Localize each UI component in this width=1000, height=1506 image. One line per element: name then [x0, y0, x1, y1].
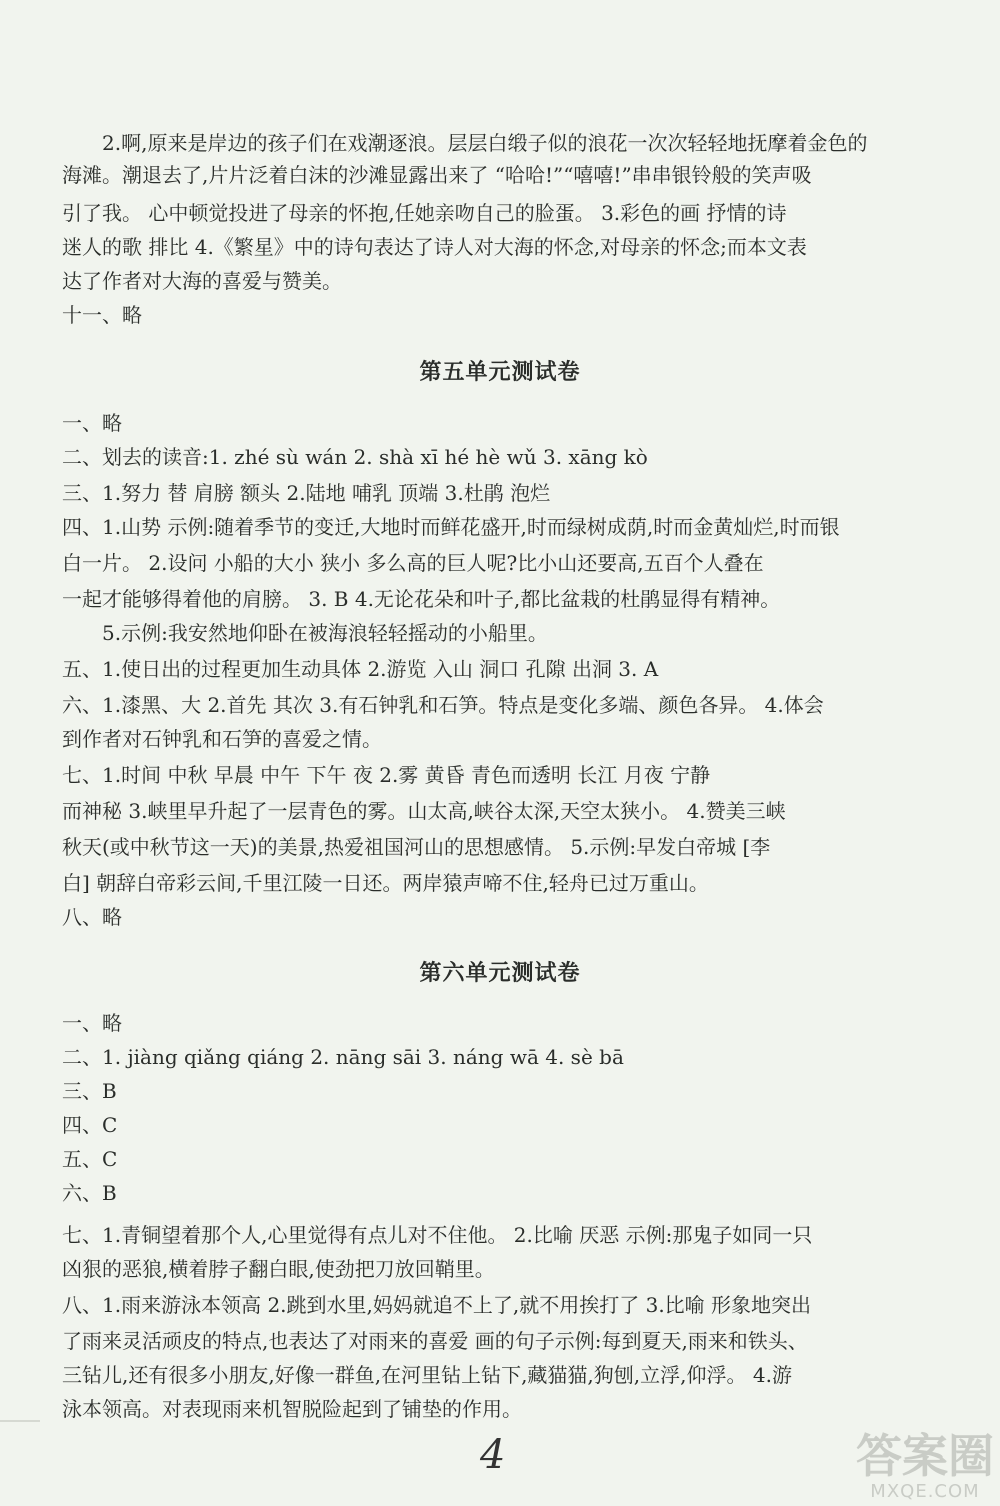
watermark-url: MXQE.COM — [870, 1481, 980, 1502]
unit5-line: 白] 朝辞白帝彩云间,千里江陵一日还。两岸猿声啼不住,轻舟已过万重山。 — [62, 871, 709, 895]
unit6-line: 六、B — [62, 1181, 117, 1205]
unit5-line: 七、1.时间 中秋 早晨 中午 下午 夜 2.雾 黄昏 青色而透明 长江 月夜 宁静 — [62, 763, 711, 787]
unit5-line: 五、1.使日出的过程更加生动具体 2.游览 入山 洞口 孔隙 出洞 3. A — [62, 657, 659, 681]
unit5-line: 四、1.山势 示例:随着季节的变迁,大地时而鲜花盛开,时而绿树成荫,时而金黄灿烂,时而银 — [62, 515, 840, 539]
page-fold-mark — [0, 1420, 40, 1422]
watermark-logo — [856, 1431, 994, 1502]
unit5-line: 二、划去的读音:1. zhé sù wán 2. shà xī hé hè wǔ 3. xāng kò — [62, 445, 648, 469]
page-number: 4 — [480, 1432, 506, 1478]
unit5-line: 5.示例:我安然地仰卧在被海浪轻轻摇动的小船里。 — [102, 621, 548, 645]
unit6-line: 一、略 — [62, 1011, 122, 1035]
unit5-line: 一起才能够得着他的肩膀。 3. B 4.无论花朵和叶子,都比盆栽的杜鹃显得有精神。 — [62, 587, 781, 611]
unit6-line: 二、1. jiàng qiǎng qiáng 2. nāng sāi 3. náng wā 4. sè bā — [62, 1045, 624, 1069]
unit5-line: 而神秘 3.峡里早升起了一层青色的雾。山太高,峡谷太深,天空太狭小。 4.赞美三峡 — [62, 799, 786, 823]
unit6-line: 凶狠的恶狼,横着脖子翻白眼,使劲把刀放回鞘里。 — [62, 1257, 495, 1281]
unit5-line: 白一片。 2.设问 小船的大小 狭小 多么高的巨人呢?比小山还要高,五百个人叠在 — [62, 551, 764, 575]
unit6-line: 七、1.青铜望着那个人,心里觉得有点儿对不住他。 2.比喻 厌恶 示例:那鬼子如同一只 — [62, 1223, 813, 1247]
unit6-line: 三钻儿,还有很多小朋友,好像一群鱼,在河里钻上钻下,藏猫猫,狗刨,立浮,仰浮。 4.游 — [62, 1363, 792, 1387]
text-line: 海滩。潮退去了,片片泛着白沫的沙滩显露出来了 “哈哈!”“嘻嘻!”串串银铃般的笑声吸 — [62, 163, 812, 187]
text-line: 2.啊,原来是岸边的孩子们在戏潮逐浪。层层白缎子似的浪花一次次轻轻地抚摩着金色的 — [102, 131, 868, 155]
unit6-heading: 第六单元测试卷 — [419, 960, 581, 986]
unit6-line: 五、C — [62, 1147, 118, 1171]
text-line: 引了我。 心中顿觉投进了母亲的怀抱,任她亲吻自己的脸蛋。 3.彩色的画 抒情的诗 — [62, 201, 787, 225]
unit5-line: 秋天(或中秋节这一天)的美景,热爱祖国河山的思想感情。 5.示例:早发白帝城 [李 — [62, 835, 771, 859]
unit6-line: 四、C — [62, 1113, 118, 1137]
unit6-line: 八、1.雨来游泳本领高 2.跳到水里,妈妈就追不上了,就不用挨打了 3.比喻 形象地突出 — [62, 1293, 812, 1317]
text-line: 十一、略 — [62, 303, 142, 327]
unit5-line: 到作者对石钟乳和石笋的喜爱之情。 — [62, 727, 382, 751]
unit6-line: 三、B — [62, 1079, 117, 1103]
unit6-line: 泳本领高。对表现雨来机智脱险起到了铺垫的作用。 — [62, 1397, 522, 1421]
unit5-line: 一、略 — [62, 411, 122, 435]
unit6-line: 了雨来灵活顽皮的特点,也表达了对雨来的喜爱 画的句子示例:每到夏天,雨来和铁头、 — [62, 1329, 808, 1353]
unit5-line: 八、略 — [62, 905, 122, 929]
unit5-heading: 第五单元测试卷 — [419, 359, 581, 385]
text-line: 迷人的歌 排比 4.《繁星》中的诗句表达了诗人对大海的怀念,对母亲的怀念;而本文表 — [62, 235, 807, 259]
text-line: 达了作者对大海的喜爱与赞美。 — [62, 269, 342, 293]
unit5-line: 三、1.努力 替 肩膀 额头 2.陆地 哺乳 顶端 3.杜鹃 泡烂 — [62, 481, 551, 505]
unit5-line: 六、1.漆黑、大 2.首先 其次 3.有石钟乳和石笋。特点是变化多端、颜色各异。 4.体会 — [62, 693, 824, 717]
watermark-text: 答案圈 — [856, 1429, 994, 1483]
